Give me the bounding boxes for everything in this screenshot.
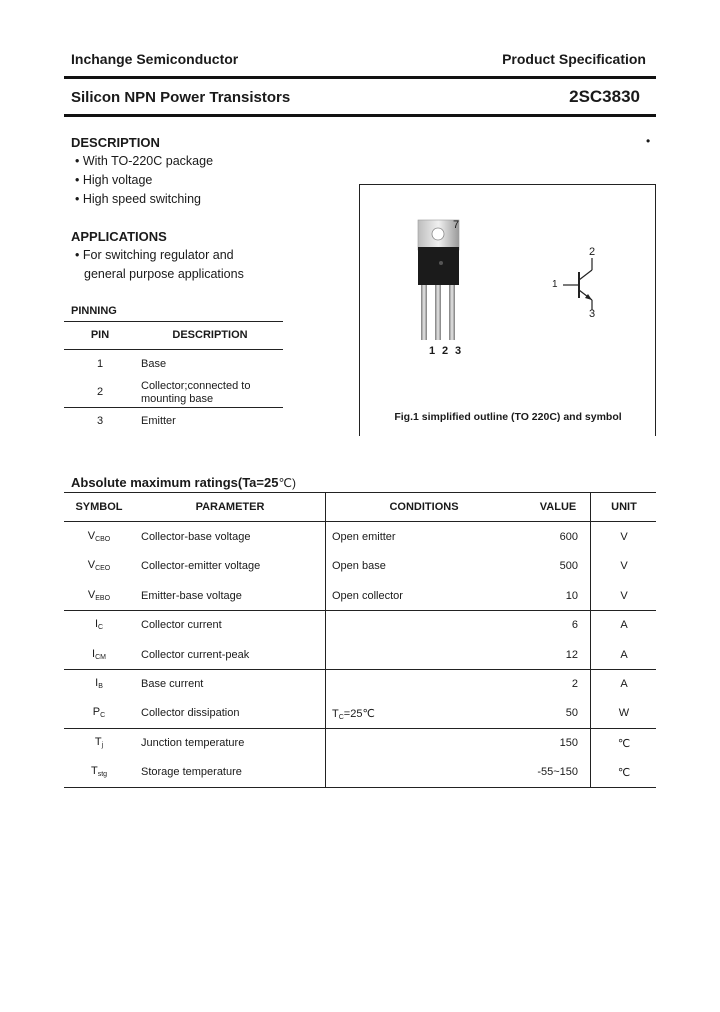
document-title: Silicon NPN Power Transistors <box>71 89 291 106</box>
pinning-col-description: DESCRIPTION <box>172 329 248 341</box>
ratings-parameter: Collector current <box>141 619 222 631</box>
header-rule-bottom <box>64 114 656 117</box>
ratings-col-value: VALUE <box>539 501 577 513</box>
ratings-symbol <box>64 618 134 631</box>
npn-transistor-symbol-icon <box>555 250 615 320</box>
spec-label: Product Specification <box>502 51 646 67</box>
ratings-value: 500 <box>559 560 578 572</box>
ratings-value: 2 <box>571 678 578 690</box>
pinning-col-pin: PIN <box>90 329 110 341</box>
symbol-pin-label: 3 <box>589 308 596 320</box>
ratings-value: 150 <box>559 737 578 749</box>
pinning-rule-header <box>64 349 283 350</box>
ratings-col-conditions: CONDITIONS <box>389 501 459 513</box>
description-item-text: High voltage <box>82 173 153 187</box>
pinning-pin-description: Base <box>141 358 167 370</box>
ratings-parameter: Emitter-base voltage <box>141 590 242 602</box>
ratings-parameter: Collector current-peak <box>141 649 250 661</box>
ratings-unit: A <box>620 619 628 631</box>
description-item: • High voltage <box>75 173 153 187</box>
part-number: 2SC3830 <box>569 87 640 106</box>
ratings-condition <box>332 531 396 544</box>
to220-package-image <box>405 215 475 345</box>
ratings-unit: V <box>620 531 628 543</box>
pinning-pin-number: 1 <box>96 358 104 370</box>
ratings-symbol-letter: T <box>90 765 98 777</box>
ratings-rule-group <box>64 610 656 611</box>
symbol-pin-label: 2 <box>589 246 596 258</box>
ratings-value: 600 <box>559 531 578 543</box>
ratings-rule-top <box>64 492 656 493</box>
ratings-parameter: Collector dissipation <box>141 707 240 719</box>
ratings-rule-bottom <box>64 787 656 788</box>
applications-item: • For switching regulator and <box>75 248 234 262</box>
ratings-symbol-letter: T <box>94 736 102 748</box>
ratings-symbol <box>64 559 134 572</box>
ratings-col-divider <box>590 492 591 788</box>
package-mark: 7 <box>453 219 460 231</box>
pinning-rule-top <box>64 321 283 322</box>
ratings-parameter: Collector-base voltage <box>141 531 251 543</box>
ratings-symbol-subscript: EBO <box>95 595 111 602</box>
ratings-unit: W <box>618 707 630 719</box>
ratings-symbol-letter: P <box>92 706 101 718</box>
description-item-text: With TO-220C package <box>82 154 214 168</box>
ratings-value: 10 <box>565 590 578 602</box>
ratings-condition <box>332 590 403 603</box>
description-heading: DESCRIPTION <box>71 135 160 150</box>
ratings-symbol-subscript: B <box>98 683 103 690</box>
pinning-rule-mid <box>64 407 283 408</box>
pinning-pin-number: 3 <box>96 415 104 427</box>
ratings-condition <box>332 560 386 573</box>
pinning-pin-description: Collector;connected to mounting base <box>141 380 251 405</box>
ratings-value: 6 <box>571 619 578 631</box>
pinning-pin-number: 2 <box>96 386 104 398</box>
ratings-symbol-subscript: C <box>98 624 104 631</box>
ratings-condition-text: Open emitter <box>332 531 396 543</box>
ratings-symbol-subscript: stg <box>97 771 108 778</box>
ratings-symbol <box>64 736 134 749</box>
ratings-unit: A <box>620 649 628 661</box>
ratings-symbol-subscript: CBO <box>95 536 111 543</box>
ratings-title-unit: ℃) <box>278 476 296 490</box>
figure-caption: Fig.1 simplified outline (TO 220C) and symbol <box>394 411 622 423</box>
description-item: • With TO-220C package <box>75 154 214 168</box>
ratings-symbol-letter: V <box>87 530 96 542</box>
ratings-symbol-subscript: C <box>100 712 106 719</box>
ratings-condition <box>332 707 375 721</box>
ratings-symbol <box>64 706 134 719</box>
ratings-title <box>71 475 296 490</box>
pinning-heading: PINNING <box>71 305 117 317</box>
ratings-unit: ℃ <box>617 767 631 779</box>
ratings-col-divider <box>325 492 326 788</box>
ratings-symbol-subscript: j <box>101 742 104 749</box>
ratings-condition-text: T <box>332 708 339 720</box>
ratings-symbol <box>64 765 134 778</box>
ratings-symbol-letter: I <box>95 677 99 689</box>
ratings-col-parameter: PARAMETER <box>195 501 265 513</box>
applications-heading: APPLICATIONS <box>71 229 167 244</box>
ratings-table <box>64 492 656 788</box>
ratings-condition-subscript: C <box>338 714 344 721</box>
ratings-value: 50 <box>565 707 578 719</box>
applications-item-text: For switching regulator and <box>82 248 234 262</box>
ratings-unit: V <box>620 560 628 572</box>
ratings-condition-tail: =25℃ <box>343 708 375 720</box>
ratings-rule-group <box>64 669 656 670</box>
ratings-parameter: Storage temperature <box>141 766 242 778</box>
ratings-symbol <box>64 648 134 661</box>
figure-frame-top <box>359 184 656 185</box>
ratings-unit: V <box>620 590 628 602</box>
description-item: • High speed switching <box>75 192 201 206</box>
company-name: Inchange Semiconductor <box>71 51 239 67</box>
ratings-condition-text: Open base <box>332 560 386 572</box>
ratings-symbol-subscript: CM <box>95 654 106 661</box>
figure-frame-left <box>359 184 360 436</box>
ratings-symbol <box>64 677 134 690</box>
package-pin-label: 1 <box>429 345 436 357</box>
ratings-symbol-letter: V <box>87 589 96 601</box>
package-pin-label: 2 <box>442 345 449 357</box>
ratings-parameter: Base current <box>141 678 204 690</box>
ratings-rule-group <box>64 728 656 729</box>
ratings-title-main: Absolute maximum ratings(Ta=25 <box>71 475 279 490</box>
symbol-pin-label: 1 <box>552 279 558 290</box>
ratings-condition-text: Open collector <box>332 590 403 602</box>
ratings-value: -55~150 <box>537 766 578 778</box>
ratings-rule-header <box>64 521 656 522</box>
ratings-unit: A <box>620 678 628 690</box>
ratings-symbol-letter: I <box>92 648 96 660</box>
ratings-symbol-letter: I <box>94 618 98 630</box>
ratings-symbol <box>64 530 134 543</box>
stray-dot: • <box>646 134 651 148</box>
ratings-col-unit: UNIT <box>611 501 637 513</box>
figure-frame-right <box>655 184 656 436</box>
ratings-parameter: Collector-emitter voltage <box>141 560 261 572</box>
ratings-symbol-letter: V <box>87 559 96 571</box>
header-rule-top <box>64 76 656 79</box>
ratings-symbol-subscript: CEO <box>95 565 111 572</box>
description-item-text: High speed switching <box>82 192 201 206</box>
ratings-symbol <box>64 589 134 602</box>
ratings-unit: ℃ <box>617 738 631 750</box>
applications-item-continued: general purpose applications <box>84 267 244 281</box>
ratings-value: 12 <box>565 649 578 661</box>
ratings-parameter: Junction temperature <box>141 737 245 749</box>
ratings-col-symbol: SYMBOL <box>75 501 123 513</box>
package-pin-label: 3 <box>455 345 462 357</box>
pinning-pin-description: Emitter <box>141 415 176 427</box>
